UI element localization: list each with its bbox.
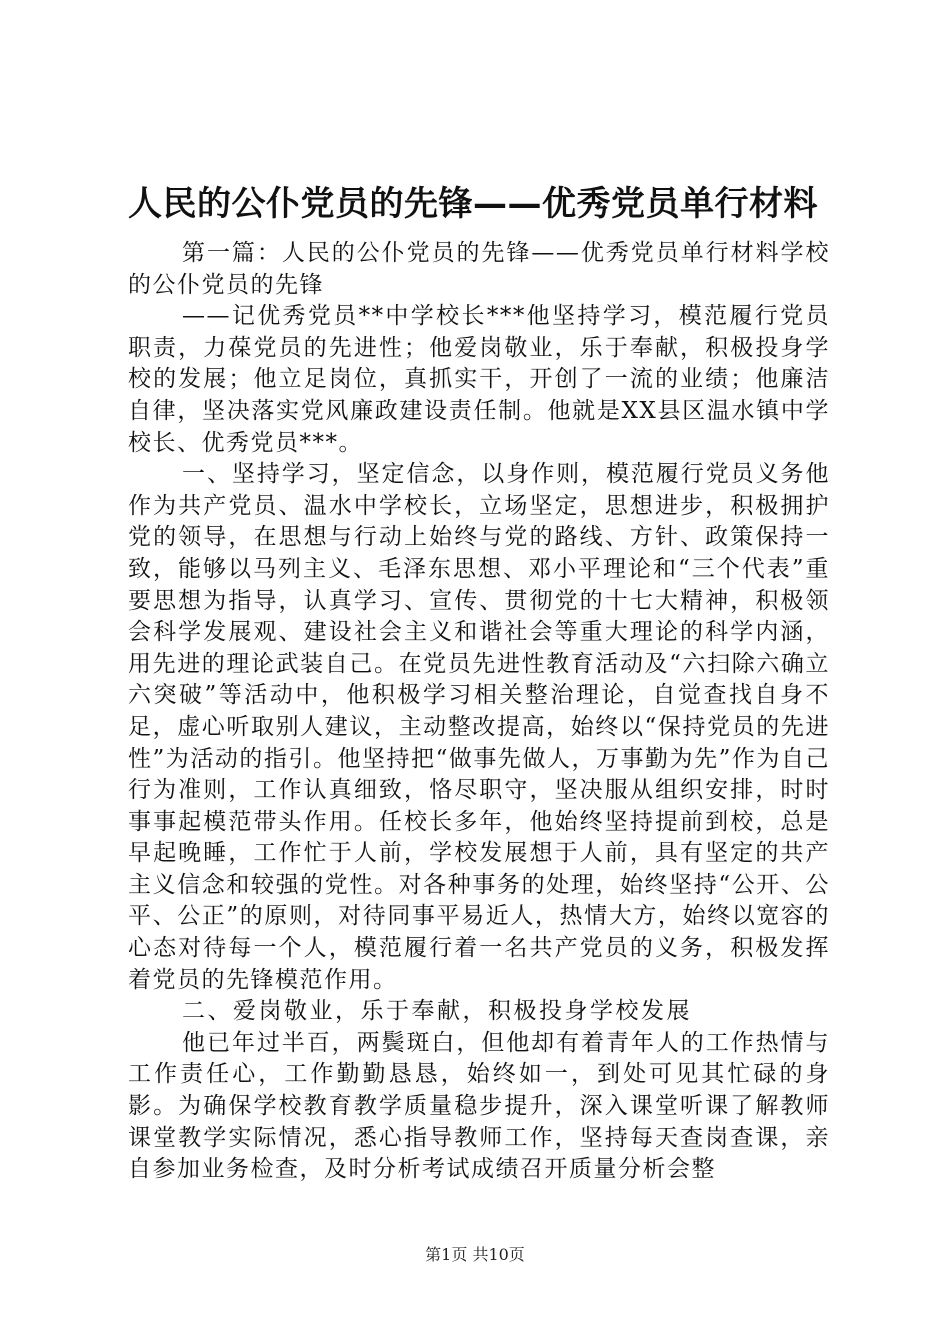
page-footer xyxy=(0,1244,950,1266)
page-indicator: 第1页 共10页 xyxy=(425,1245,525,1264)
paragraph-subtitle-summary: ——记优秀党员**中学校长***他坚持学习，模范履行党员职责，力葆党员的先进性；他爱岗敬业，乐于奉献，积极投身学校的发展；他立足岗位，真抓实干，开创了一流的业绩；他廉洁自律，坚决落实党风廉政建设责任制。他就是XX县区温水镇中学校长、优秀党员***。 xyxy=(128,303,830,456)
paragraph-section-one: 一、坚持学习，坚定信念，以身作则，模范履行党员义务他作为共产党员、温水中学校长，立场坚定，思想进步，积极拥护党的领导，在思想与行动上始终与党的路线、方针、政策保持一致，能够以马列主义、毛泽东思想、邓小平理论和“三个代表”重要思想为指导，认真学习、宣传、贯彻党的十七大精神，积极领会科学发展观、建设社会主义和谐社会等重大理论的科学内涵，用先进的理论武装自己。在党员先进性教育活动及“六扫除六确立六突破”等活动中，他积极学习相关整治理论，自觉查找自身不足，虚心听取别人建议，主动整改提高，始终以“保持党员的先进性”为活动的指引。他坚持把“做事先做人，万事勤为先”作为自己行为准则，工作认真细致，恪尽职守，坚决服从组织安排，时时事事起模范带头作用。任校长多年，他始终坚持提前到校，总是早起晚睡，工作忙于人前，学校发展想于人前，具有坚定的共产主义信念和较强的党性。对各种事务的处理，始终坚持“公开、公平、公正”的原则，对待同事平易近人，热情大方，始终以宽容的心态对待每一个人，模范履行着一名共产党员的义务，积极发挥着党员的先锋模范作用。 xyxy=(128,461,830,993)
paragraph-section-two-heading: 二、爱岗敬业，乐于奉献，积极投身学校发展 xyxy=(182,998,692,1025)
paragraph-section-two-body: 他已年过半百，两鬓斑白，但他却有着青年人的工作热情与工作责任心，工作勤勤恳恳，始终如一，到处可见其忙碌的身影。为确保学校教育教学质量稳步提升，深入课堂听课了解教师课堂教学实际情况，悉心指导教师工作，坚持每天查岗查课，亲自参加业务检查，及时分析考试成绩召开质量分析会整 xyxy=(128,1029,830,1183)
document-body xyxy=(128,238,830,1186)
document-title: 人民的公仆党员的先锋——优秀党员单行材料 xyxy=(128,184,818,224)
paragraph-intro: 第一篇：人民的公仆党员的先锋——优秀党员单行材料学校的公仆党员的先锋 xyxy=(128,240,830,298)
